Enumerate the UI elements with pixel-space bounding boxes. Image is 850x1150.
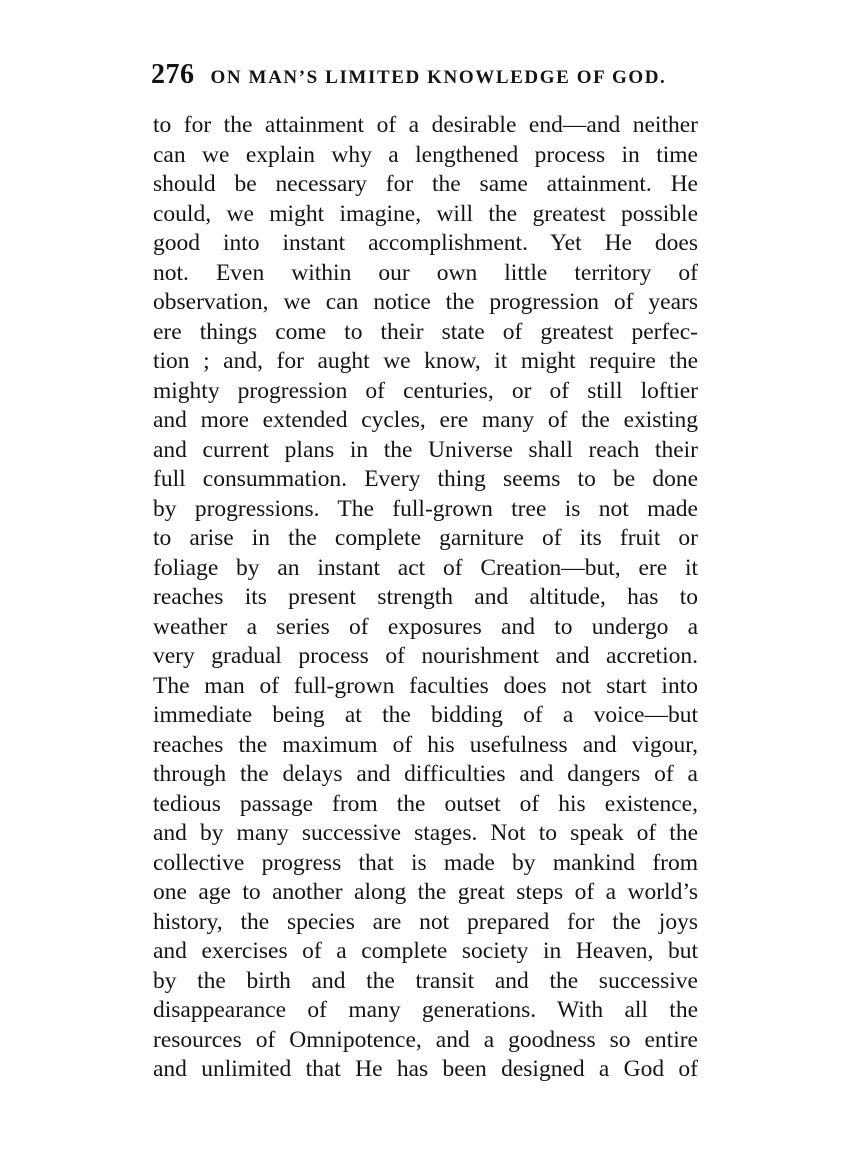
text-line: ere things come to their state of greatest perfec- [153, 318, 698, 345]
text-line: resources of Omnipotence, and a goodness so entire [153, 1026, 698, 1053]
text-line: could, we might imagine, will the greatest possible [153, 200, 698, 227]
text-line: through the delays and difficulties and dangers of a [153, 761, 698, 787]
text-line: and current plans in the Universe shall reach their [153, 436, 698, 463]
text-line: collective progress that is made by mankind from [153, 849, 698, 876]
text-line: mighty progression of centuries, or of still loftier [153, 377, 698, 404]
page-number: 276 [151, 59, 195, 90]
running-title: ON MAN’S LIMITED KNOWLEDGE OF GOD. [210, 67, 667, 88]
text-line: should be necessary for the same attainment. He [153, 171, 698, 197]
text-line: one age to another along the great steps of a world’s [153, 879, 698, 905]
text-line: weather a series of exposures and to undergo a [153, 613, 698, 640]
text-line: full consummation. Every thing seems to be done [153, 466, 698, 492]
text-line: very gradual process of nourishment and accretion. [153, 643, 698, 669]
text-line: can we explain why a lengthened process in time [153, 141, 698, 168]
text-line: and exercises of a complete society in Heaven, but [153, 938, 698, 964]
text-line: The man of full-grown faculties does not start into [153, 672, 698, 699]
text-line: by progressions. The full-grown tree is not made [153, 495, 698, 522]
text-line: and by many successive stages. Not to speak of the [153, 820, 698, 846]
text-line: reaches its present strength and altitude, has to [153, 584, 698, 610]
text-line: history, the species are not prepared for the joys [153, 908, 698, 935]
text-line: foliage by an instant act of Creation—but, ere it [153, 554, 698, 581]
text-line: observation, we can notice the progression of years [153, 289, 698, 315]
text-line: not. Even within our own little territory of [153, 259, 698, 286]
body-text [153, 111, 698, 1085]
text-line: reaches the maximum of his usefulness and vigour, [153, 731, 698, 758]
text-line: good into instant accomplishment. Yet He does [153, 230, 698, 256]
running-head [151, 58, 711, 92]
text-line: immediate being at the bidding of a voice—but [153, 702, 698, 728]
text-line: disappearance of many generations. With all the [153, 997, 698, 1023]
text-line: to arise in the complete garniture of its fruit or [153, 525, 698, 551]
text-line: and more extended cycles, ere many of the existing [153, 407, 698, 433]
text-line: tedious passage from the outset of his existence, [153, 790, 698, 817]
text-line: to for the attainment of a desirable end—and neither [153, 112, 698, 138]
text-line: tion ; and, for aught we know, it might require the [153, 348, 698, 374]
text-line: by the birth and the transit and the successive [153, 967, 698, 994]
text-line: and unlimited that He has been designed a God of [153, 1056, 698, 1082]
